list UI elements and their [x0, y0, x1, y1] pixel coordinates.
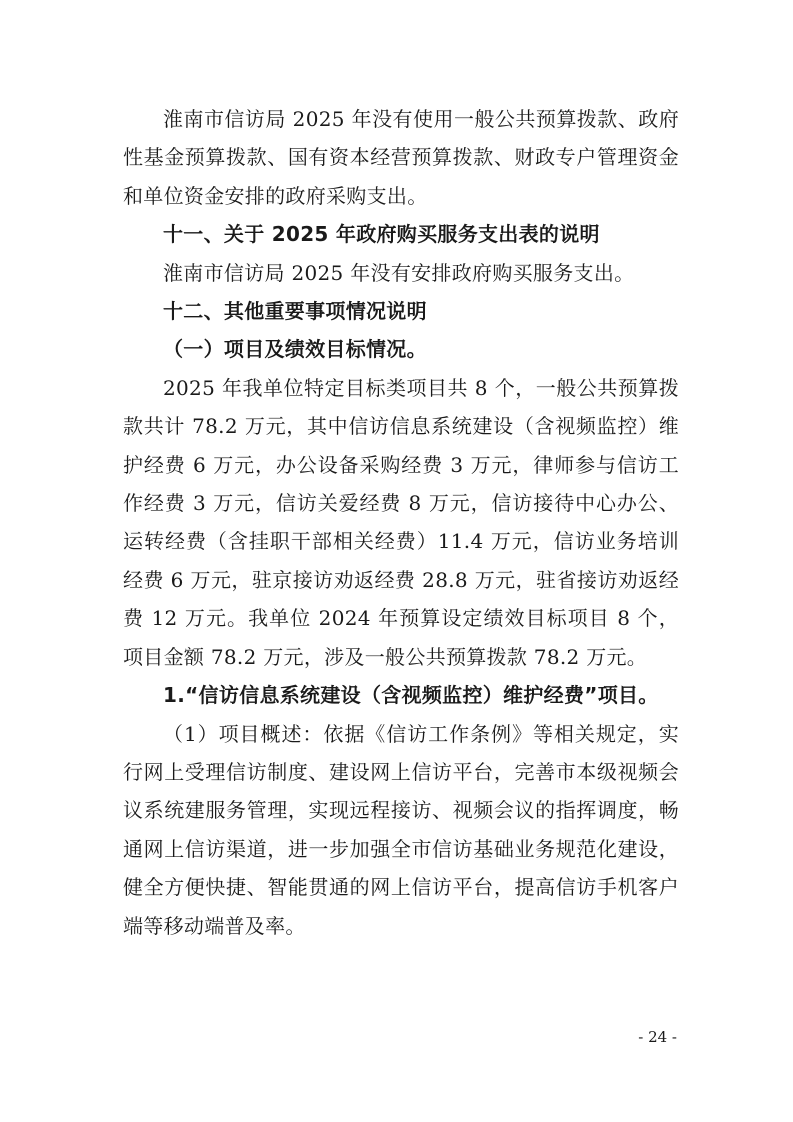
subsection-heading-1: （一）项目及绩效目标情况。 [163, 337, 427, 362]
paragraph-project-summary: 2025 年我单位特定目标类项目共 8 个，一般公共预算拨款共计 78.2 万元，其中信访信息系统建设（含视频监控）维护经费 6 万元，办公设备采购经费 3 万元，律师参与信访工作经费 3 万元，信访关爱经费 8 万元，信访接待中心办公、运转经费（含挂职干部相关经费）11.4 万元，信访业务培训经费 6 万元，驻京接访劝返经费 28.8 万元，驻省接访劝返经费 12 万元。我单位 2024 年预算设定绩效目标项目 8 个，项目金额 78.2 万元，涉及一般公共预算拨款 78.2 万元。 [123, 375, 679, 669]
document-body [123, 100, 679, 945]
paragraph-project-overview: （1）项目概述：依据《信访工作条例》等相关规定，实行网上受理信访制度、建设网上信访平台，完善市本级视频会议系统建服务管理，实现远程接访、视频会议的指挥调度，畅通网上信访渠道，进一步加强全市信访基础业务规范化建设，健全方便快捷、智能贯通的网上信访平台，提高信访手机客户端等移动端普及率。 [123, 721, 679, 938]
paragraph-procurement: 淮南市信访局 2025 年没有使用一般公共预算拨款、政府性基金预算拨款、国有资本经营预算拨款、财政专户管理资金和单位资金安排的政府采购支出。 [123, 107, 679, 208]
section-heading-11: 十一、关于 2025 年政府购买服务支出表的说明 [163, 222, 600, 247]
section-heading-12: 十二、其他重要事项情况说明 [163, 299, 427, 324]
page-number: - 24 - [638, 1028, 677, 1046]
project-heading-1: 1.“信访信息系统建设（含视频监控）维护经费”项目。 [163, 683, 659, 708]
paragraph-service-purchase: 淮南市信访局 2025 年没有安排政府购买服务支出。 [163, 260, 635, 285]
